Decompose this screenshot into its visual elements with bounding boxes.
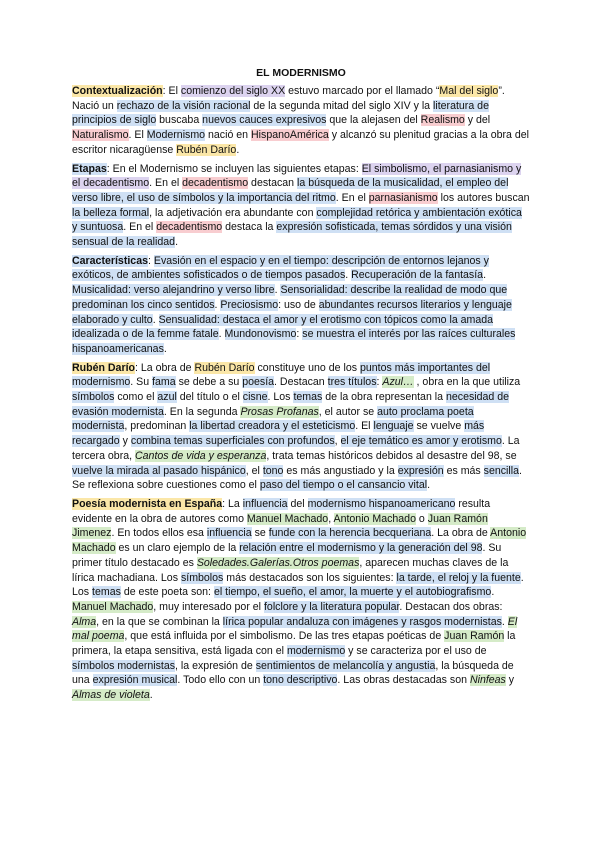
highlighted-text: vuelve la mirada al pasado hispánico — [72, 464, 246, 477]
highlighted-text: expresión musical — [92, 674, 178, 687]
highlighted-text: complejidad retórica y ambientación exótica y suntuosa — [72, 206, 522, 234]
highlighted-text: Rubén Darío — [176, 143, 237, 156]
text-run: , obra en la que utiliza — [413, 376, 521, 389]
text-run: : En el Modernismo se incluyen las siguientes etapas: — [106, 162, 362, 175]
highlighted-text: más recargado — [72, 420, 485, 448]
highlighted-text: Naturalismo — [72, 129, 129, 142]
highlighted-text: Rubén Darío — [194, 361, 255, 374]
text-run: . — [152, 313, 159, 326]
highlighted-text: modernismo hispanoamericano — [307, 497, 456, 510]
section-heading: Etapas — [72, 162, 107, 175]
highlighted-text: Modernismo — [146, 129, 206, 142]
highlighted-text: el tiempo, el sueño, el amor, la muerte y el autobiografismo — [213, 586, 492, 599]
highlighted-text: Sensorialidad: describe la realidad de modo que predominan los cinco sentidos — [72, 284, 508, 311]
highlighted-text: necesidad de evasión modernista — [72, 391, 510, 418]
text-run: la primera, la etapa sensitiva, está ligada con el — [72, 630, 516, 658]
text-run: de la segunda mitad del siglo XIV y la — [250, 99, 434, 112]
text-run: , la búsqueda de una — [72, 659, 514, 687]
text-run: nació en — [205, 129, 252, 142]
highlighted-text: expresión sofisticada, temas sórdidos y una visión sensual de la realidad — [72, 221, 512, 249]
text-run: es un claro ejemplo de la — [115, 542, 240, 555]
text-run: como el — [114, 391, 158, 404]
highlighted-text: modernismo — [286, 645, 346, 658]
text-run: . En el — [149, 177, 183, 190]
highlighted-text: Preciosismo — [220, 298, 279, 311]
highlighted-text: decadentismo — [156, 221, 223, 234]
text-run: y del — [464, 114, 491, 127]
text-run: . Su — [130, 376, 153, 389]
text-run: . — [491, 586, 495, 599]
text-run: del — [287, 497, 308, 510]
text-run: , — [328, 512, 334, 525]
text-run: , trata temas históricos debidos al desastre del 98, se — [266, 449, 517, 462]
section-heading: Contextualización — [72, 85, 163, 97]
text-run: : uso de — [278, 298, 319, 311]
text-run: . — [214, 298, 221, 311]
highlighted-text: Juan Ramón Jimenez — [72, 512, 488, 540]
text-run: : El — [162, 85, 181, 97]
highlighted-text: Manuel Machado — [246, 512, 329, 525]
text-run: destacan — [248, 177, 297, 190]
text-run: , en la que se combinan la — [96, 615, 223, 628]
highlighted-text: temas — [293, 391, 323, 404]
text-run: es más angustiado y la — [283, 464, 398, 477]
highlighted-text: influencia — [206, 527, 252, 540]
text-run: . — [427, 479, 431, 492]
text-run: se — [251, 527, 269, 540]
text-run: : — [296, 328, 303, 341]
text-run: . Destacan — [274, 376, 328, 389]
text-run: , — [334, 435, 341, 448]
highlighted-text: la búsqueda de la musicalidad, el empleo del verso libre, el uso de símbolos y la importancia del ritmo — [72, 177, 509, 204]
highlighted-text: tono descriptivo — [263, 674, 338, 687]
highlighted-text: Mundonovismo — [224, 328, 297, 341]
document-body — [72, 84, 530, 703]
highlighted-text: expresión — [397, 464, 444, 477]
highlighted-text: la tarde, el reloj y la fuente — [396, 571, 521, 584]
text-run: : La obra de — [134, 361, 195, 374]
text-run: . — [149, 689, 153, 702]
text-run: . — [274, 284, 281, 297]
highlighted-text: funde con la herencia becqueriana — [268, 527, 432, 540]
highlighted-text: influencia — [242, 497, 288, 510]
text-run: . Todo ello con un — [177, 674, 264, 687]
text-run: y se caracteriza por el uso de — [345, 645, 487, 658]
text-run: , la expresión de — [175, 659, 256, 672]
text-run: es más — [443, 464, 484, 477]
highlighted-text: fama — [152, 376, 176, 389]
text-run: . — [218, 328, 225, 341]
highlighted-text: Sensualidad: destaca el amor y el erotismo con tópicos como la amada idealizada o de la femme fatale — [72, 313, 494, 341]
highlighted-text: sencilla — [483, 464, 520, 477]
highlighted-text: decadentismo — [182, 177, 249, 190]
text-run: . — [483, 269, 487, 282]
highlighted-text: comienzo del siglo XX — [180, 85, 286, 97]
text-run: estuvo marcado por el llamado “ — [285, 85, 440, 97]
highlighted-text: Prosas Profanas — [240, 405, 319, 418]
highlighted-text: Antonio Machado — [333, 512, 416, 525]
text-run: . El — [355, 420, 374, 433]
highlighted-text: rechazo de la visión racional — [116, 99, 251, 112]
highlighted-text: parnasianismo — [368, 191, 438, 204]
section-heading: Poesía modernista en España — [72, 497, 223, 510]
highlighted-text: Soledades.Galerías.Otros poemas — [196, 556, 360, 569]
highlighted-text: nuevos cauces expresivos — [202, 114, 327, 127]
highlighted-text: se muestra el interés por las raíces culturales hispanoamericanas — [72, 328, 516, 355]
text-run: , el autor se — [318, 405, 378, 418]
section-etapas — [72, 162, 530, 250]
text-run: . — [345, 269, 352, 282]
text-run: : — [376, 376, 383, 389]
highlighted-text: cisne — [242, 391, 268, 404]
text-run: . La tercera obra, — [72, 435, 520, 462]
text-run: del título o el — [176, 391, 243, 404]
highlighted-text: Antonio Machado — [72, 527, 527, 555]
highlighted-text: Cantos de vida y esperanza — [135, 449, 267, 462]
text-run: resulta evidente en la obra de autores como — [72, 497, 491, 525]
highlighted-text: Realismo — [420, 114, 465, 127]
highlighted-text: paso del tiempo o el cansancio vital — [259, 479, 428, 492]
text-run: . Los — [72, 571, 524, 599]
text-run: destaca la — [222, 221, 277, 234]
section-poesia-modernista-espana — [72, 497, 530, 703]
highlighted-text: Alma — [72, 615, 97, 628]
text-run: , la adjetivación era abundante con — [149, 206, 317, 219]
highlighted-text: El mal poema — [72, 615, 518, 643]
highlighted-text: símbolos modernistas — [72, 659, 176, 672]
section-heading: Características — [72, 254, 148, 267]
page-title: EL MODERNISMO — [256, 67, 346, 79]
text-run: . La obra de — [431, 527, 491, 540]
highlighted-text: HispanoAmérica — [251, 129, 329, 142]
text-run: , aparecen muchas claves de la lírica machadiana. Los — [72, 556, 509, 584]
text-run: constituye uno de los — [254, 361, 360, 374]
text-run: de este poeta son: — [120, 586, 214, 599]
highlighted-text: El simbolismo, el parnasianismo y el decadentismo — [72, 162, 522, 190]
highlighted-text: el eje temático es amor y erotismo — [340, 435, 502, 448]
highlighted-text: poesía — [242, 376, 275, 389]
highlighted-text: Ninfeas — [469, 674, 506, 687]
highlighted-text: folclore y la literatura popular — [263, 600, 400, 613]
text-run: . Se reflexiona sobre cuestiones como el — [72, 464, 522, 492]
text-run: y — [505, 674, 515, 687]
highlighted-text: símbolos — [72, 391, 115, 404]
highlighted-text: abundantes recursos literarios y lenguaje elaborado y culto — [72, 298, 512, 326]
text-run: . — [175, 236, 179, 249]
highlighted-text: Almas de violeta — [72, 689, 150, 702]
text-run: y alcanzó su plenitud gracias a la obra del escritor nicaragüense — [72, 129, 529, 156]
text-run: que la alejasen del — [326, 114, 421, 127]
text-run: . En el — [335, 191, 369, 204]
text-run: se debe a su — [175, 376, 243, 389]
section-caracteristicas — [72, 254, 530, 357]
highlighted-text: Musicalidad: verso alejandrino y verso libre — [72, 284, 275, 297]
highlighted-text: temas — [92, 586, 121, 599]
text-run: ”. Nació un — [72, 85, 505, 112]
highlighted-text: lenguaje — [373, 420, 414, 433]
text-run: . Su primer título destacado es — [72, 542, 502, 569]
highlighted-text: la libertad creadora y el esteticismo — [189, 420, 356, 433]
highlighted-text: símbolos — [180, 571, 224, 584]
highlighted-text: Recuperación de la fantasía — [351, 269, 484, 282]
text-run: . Destacan dos obras: — [399, 600, 503, 613]
highlighted-text: lírica popular andaluza con imágenes y rasgos modernistas — [222, 615, 502, 628]
highlighted-text: combina temas superficiales con profundos — [130, 435, 335, 448]
text-run: , que está influida por el simbolismo. De las tres etapas poéticas de — [124, 630, 445, 643]
text-run: o — [415, 512, 428, 525]
text-run: . — [163, 342, 167, 355]
highlighted-text: tres títulos — [327, 376, 377, 389]
text-run: de la obra representan la — [322, 391, 446, 404]
highlighted-text: Mal del siglo — [439, 85, 499, 97]
highlighted-text: literatura de principios de siglo — [72, 99, 489, 127]
highlighted-text: Azul… — [382, 376, 414, 389]
text-run: . Los — [267, 391, 294, 404]
text-run: , el — [245, 464, 263, 477]
highlighted-text: relación entre el modernismo y la generación del 98 — [239, 542, 483, 555]
text-run: . — [501, 615, 508, 628]
section-ruben-dario — [72, 361, 530, 493]
highlighted-text: auto proclama poeta modernista — [72, 405, 474, 433]
highlighted-text: Evasión en el espacio y en el tiempo: descripción de entornos lejanos y exóticos, de ambientes sofisticados o de tiempos pasados — [72, 254, 489, 282]
text-run: más destacados son los siguientes: — [223, 571, 397, 584]
section-heading: Rubén Darío — [72, 361, 135, 374]
highlighted-text: puntos más importantes del modernismo — [72, 361, 491, 389]
text-run: . Las obras destacadas son — [337, 674, 470, 687]
highlighted-text: la belleza formal — [72, 206, 150, 219]
text-run: . En la segunda — [163, 405, 241, 418]
text-run: . — [236, 143, 240, 156]
text-run: y — [119, 435, 131, 448]
text-run: , predominan — [124, 420, 190, 433]
text-run: los autores buscan — [437, 191, 530, 204]
section-contextualizacion — [72, 84, 530, 158]
text-run: : — [147, 254, 154, 267]
text-run: buscaba — [156, 114, 203, 127]
text-run: , muy interesado por el — [153, 600, 264, 613]
text-run: : La — [222, 497, 243, 510]
highlighted-text: sentimientos de melancolía y angustia — [255, 659, 436, 672]
text-run: . En todos ellos esa — [111, 527, 207, 540]
highlighted-text: Manuel Machado — [72, 600, 154, 613]
highlighted-text: tono — [262, 464, 284, 477]
highlighted-text: Juan Ramón — [444, 630, 505, 643]
text-run: . El — [128, 129, 147, 142]
highlighted-text: azul — [157, 391, 177, 404]
text-run: se vuelve — [413, 420, 465, 433]
text-run: . En el — [123, 221, 157, 234]
